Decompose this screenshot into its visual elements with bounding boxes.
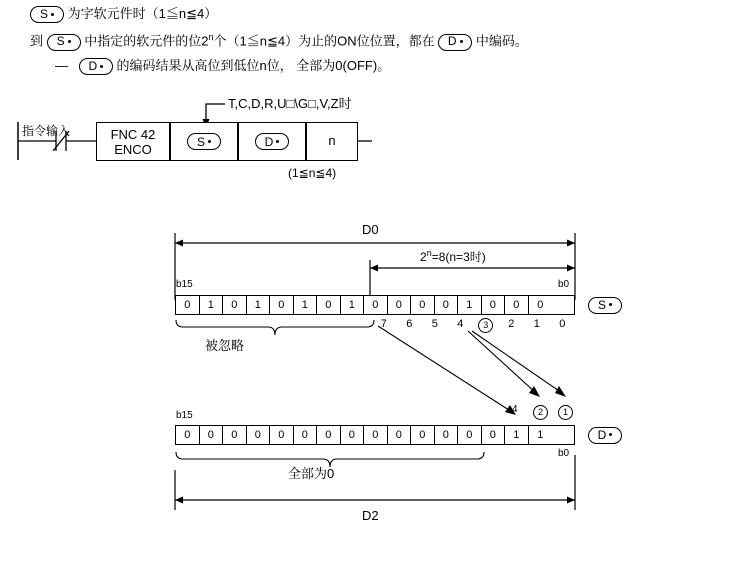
result-label-4: 4 — [512, 404, 518, 415]
dest-bit-cell: 0 — [364, 426, 388, 444]
operand-n-label: n — [328, 133, 336, 149]
bit-index-label: 7 — [380, 318, 387, 330]
circled-2: 2 — [533, 405, 548, 420]
result-label-1-circled — [558, 402, 573, 420]
symbol-d-letter: D — [447, 34, 457, 49]
header-line-1-text: 为字软元件时（1≦n≦4） — [67, 6, 218, 21]
dest-bit-cell: 0 — [482, 426, 506, 444]
dest-bit-cell: 1 — [537, 429, 544, 441]
power-exponent: n — [426, 248, 432, 258]
source-bit-cell: 1 — [294, 296, 318, 314]
result-label-2-circled — [533, 402, 548, 420]
symbol-s-letter: S — [56, 34, 65, 49]
dest-bit-cell: 0 — [341, 426, 365, 444]
source-bit-cell: 1 — [458, 296, 482, 314]
source-bit-cell: 0 — [176, 296, 200, 314]
source-bit-cell: 0 — [270, 296, 294, 314]
dest-bit-cell: 0 — [200, 426, 224, 444]
header-line-2-mid2: 个（1≦n≦4）为止的ON位位置，都在 — [213, 33, 435, 49]
source-bit-cell: 0 — [317, 296, 341, 314]
dest-bit-cell: 0 — [270, 426, 294, 444]
circled-3: 3 — [478, 318, 493, 333]
symbol-dot — [609, 303, 612, 306]
header-line-3-text: 的编码结果从高位到低位n位， 全部为0(OFF)。 — [116, 58, 391, 73]
header-line-3-dash: — — [55, 58, 68, 73]
symbol-s-pill — [588, 297, 622, 314]
source-bit-row — [175, 295, 575, 315]
source-bit-cell: 0 — [435, 296, 459, 314]
d0-span-label: D0 — [362, 222, 379, 237]
source-symbol — [588, 296, 622, 314]
dest-bit-cell: 0 — [176, 426, 200, 444]
source-bit-cell: 0 — [505, 296, 529, 314]
source-bit-cell: 0 — [388, 296, 412, 314]
bit-index-label: 6 — [406, 318, 413, 330]
header-line-2-pre: 到 — [30, 33, 44, 49]
dest-symbol — [588, 426, 622, 444]
d2-span-label: D2 — [362, 508, 379, 523]
circled-1: 1 — [558, 405, 573, 420]
source-bit-cell: 1 — [200, 296, 224, 314]
symbol-d-letter: D — [88, 59, 98, 73]
all-zero-label: 全部为0 — [288, 466, 335, 481]
symbol-s-letter: S — [597, 298, 606, 312]
dest-bit-cell: 0 — [223, 426, 247, 444]
n-range-label: (1≦n≦4) — [288, 166, 337, 180]
source-bit-cell: 0 — [537, 299, 544, 311]
ignored-label: 被忽略 — [205, 338, 245, 353]
bit-index-label: 2 — [508, 318, 515, 330]
dest-bit-cell: 0 — [247, 426, 271, 444]
symbol-dot — [609, 433, 612, 436]
bit-index-label: 0 — [559, 318, 566, 330]
b15-top-label: b15 — [176, 279, 193, 290]
dest-bit-row — [175, 425, 575, 445]
power-base: 2 — [420, 250, 427, 264]
source-bit-cell: 0 — [411, 296, 435, 314]
header-line-2-sup: n — [208, 32, 214, 42]
source-bit-cell: 0 — [482, 296, 506, 314]
dest-bit-cell: 0 — [388, 426, 412, 444]
device-note: T,C,D,R,U□\G□,V,Z时 — [228, 96, 352, 111]
b0-top-label: b0 — [558, 279, 570, 290]
bit-index-label: 1 — [533, 318, 540, 330]
dest-bit-cell: 0 — [435, 426, 459, 444]
b0-bottom-label: b0 — [558, 448, 570, 459]
source-bit-cell: 1 — [247, 296, 271, 314]
header-line-2-mid: 中指定的软元件的位2 — [84, 33, 209, 49]
symbol-s-letter: S — [39, 7, 48, 21]
dest-bit-cell: 0 — [317, 426, 341, 444]
source-bit-cell: 0 — [223, 296, 247, 314]
source-bit-cell: 1 — [341, 296, 365, 314]
dest-bit-cell: 0 — [458, 426, 482, 444]
bit-index-label: 5 — [431, 318, 438, 330]
bit-index-label: 4 — [457, 318, 464, 330]
symbol-d-pill — [588, 427, 622, 444]
symbol-d-letter: D — [597, 428, 607, 442]
power-span-label — [420, 248, 486, 266]
operand-s-letter: S — [196, 134, 205, 149]
instruction-input-label: 指令输入 — [22, 124, 71, 138]
bit-index-circled — [473, 318, 499, 333]
b15-bottom-label: b15 — [176, 410, 193, 421]
source-bit-cell: 0 — [364, 296, 388, 314]
dest-bit-cell: 1 — [505, 426, 529, 444]
dest-bit-cell: 0 — [294, 426, 318, 444]
header-line-2-post: 中编码。 — [475, 33, 528, 49]
fnc-number: FNC 42 — [110, 126, 156, 142]
fnc-mnemonic: ENCO — [114, 141, 152, 157]
power-suffix: =8(n=3时) — [431, 250, 486, 264]
dest-bit-cell: 0 — [411, 426, 435, 444]
operand-d-letter: D — [264, 134, 274, 149]
bit-index-labels — [371, 318, 575, 333]
